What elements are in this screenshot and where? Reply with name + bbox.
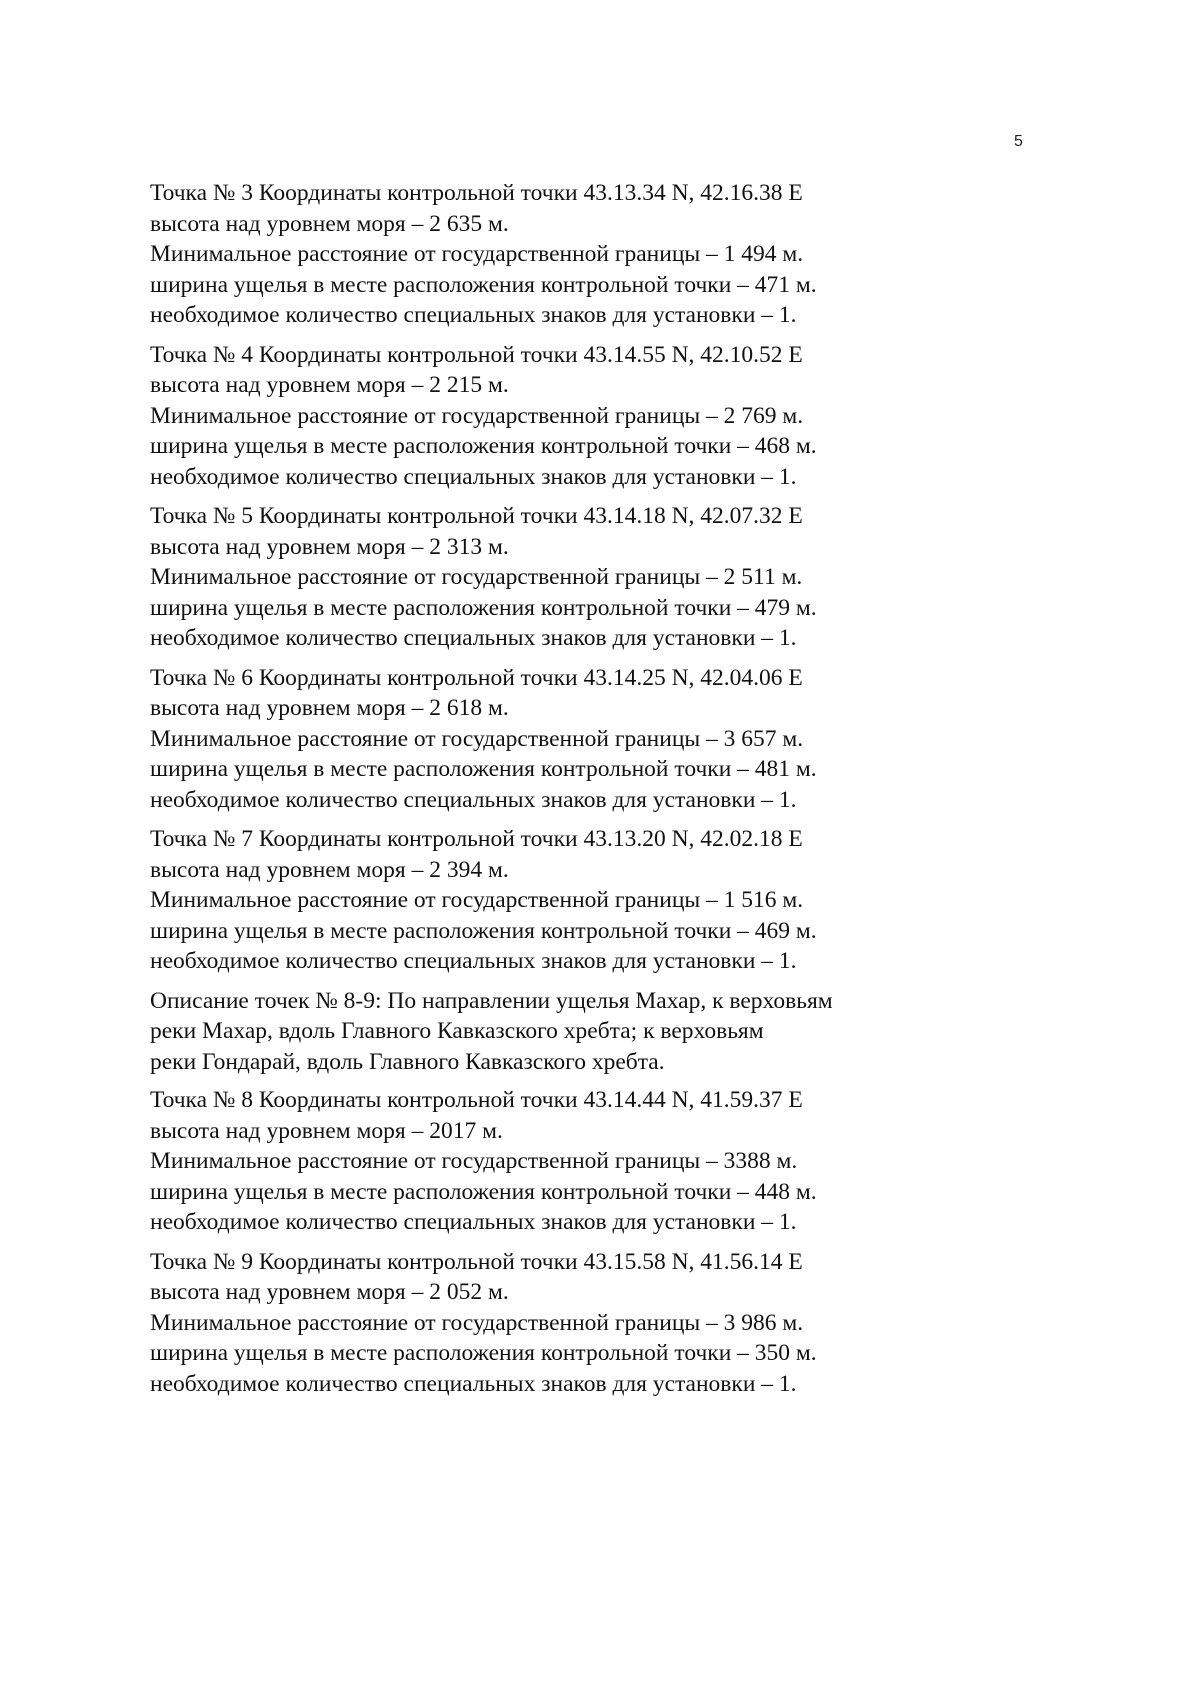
point-gorge-width: ширина ущелья в месте расположения контрольной точки – 469 м. [150,917,817,944]
point-header: Точка № 5 Координаты контрольной точки 43.14.18 N, 42.07.32 E [150,503,803,529]
description-line: Описание точек № 8-9: По направлении ущелья Махар, к верховьям [150,987,833,1014]
point-altitude: высота над уровнем моря – 2 052 м. [150,1279,509,1305]
point-gorge-width: ширина ущелья в месте расположения контрольной точки – 448 м. [150,1178,817,1205]
point-9-block [150,1247,950,1400]
point-border-distance: Минимальное расстояние от государственной границы – 2 769 м. [150,402,804,429]
point-4-block [150,340,950,493]
point-header: Точка № 7 Координаты контрольной точки 43.13.20 N, 42.02.18 E [150,826,803,852]
point-signs-count: необходимое количество специальных знаков для установки – 1. [150,1209,797,1235]
point-border-distance: Минимальное расстояние от государственной границы – 3388 м. [150,1148,798,1174]
point-6-block [150,663,950,816]
point-gorge-width: ширина ущелья в месте расположения контрольной точки – 468 м. [150,433,817,459]
point-header: Точка № 9 Координаты контрольной точки 43.15.58 N, 41.56.14 E [150,1248,803,1275]
point-header: Точка № 3 Координаты контрольной точки 43.13.34 N, 42.16.38 E [150,180,803,206]
point-header: Точка № 4 Координаты контрольной точки 43.14.55 N, 42.10.52 E [150,341,803,368]
description-line: реки Махар, вдоль Главного Кавказского хребта; к верховьям [150,1018,764,1044]
document-body [150,178,950,1408]
point-signs-count: необходимое количество специальных знаков для установки – 1. [150,948,797,974]
point-altitude: высота над уровнем моря – 2 635 м. [150,210,509,237]
point-5-block [150,501,950,654]
point-7-block [150,824,950,977]
point-border-distance: Минимальное расстояние от государственной границы – 2 511 м. [150,564,803,590]
description-line: реки Гондарай, вдоль Главного Кавказского хребта. [150,1048,665,1075]
point-gorge-width: ширина ущелья в месте расположения контрольной точки – 471 м. [150,271,817,298]
point-signs-count: необходимое количество специальных знаков для установки – 1. [150,786,797,813]
point-header: Точка № 8 Координаты контрольной точки 43.14.44 N, 41.59.37 E [150,1087,803,1113]
page-number: 5 [1014,133,1023,150]
point-signs-count: необходимое количество специальных знаков для установки – 1. [150,302,797,328]
point-signs-count: необходимое количество специальных знаков для установки – 1. [150,625,797,651]
point-border-distance: Минимальное расстояние от государственной границы – 3 657 м. [150,725,804,752]
point-border-distance: Минимальное расстояние от государственной границы – 3 986 м. [150,1309,804,1336]
point-altitude: высота над уровнем моря – 2 215 м. [150,372,509,398]
point-signs-count: необходимое количество специальных знаков для установки – 1. [150,463,797,490]
point-header: Точка № 6 Координаты контрольной точки 43.14.25 N, 42.04.06 E [150,664,803,691]
point-gorge-width: ширина ущелья в месте расположения контрольной точки – 481 м. [150,756,817,782]
points-8-9-description [150,986,950,1078]
point-altitude: высота над уровнем моря – 2017 м. [150,1117,503,1144]
point-altitude: высота над уровнем моря – 2 394 м. [150,856,509,883]
point-signs-count: необходимое количество специальных знаков для установки – 1. [150,1370,797,1397]
point-border-distance: Минимальное расстояние от государственной границы – 1 494 м. [150,241,804,267]
point-gorge-width: ширина ущелья в месте расположения контрольной точки – 350 м. [150,1340,817,1366]
point-border-distance: Минимальное расстояние от государственной границы – 1 516 м. [150,887,804,913]
point-altitude: высота над уровнем моря – 2 618 м. [150,695,509,721]
point-gorge-width: ширина ущелья в месте расположения контрольной точки – 479 м. [150,594,817,621]
point-8-block [150,1085,950,1238]
point-altitude: высота над уровнем моря – 2 313 м. [150,533,509,560]
point-3-block [150,178,950,331]
